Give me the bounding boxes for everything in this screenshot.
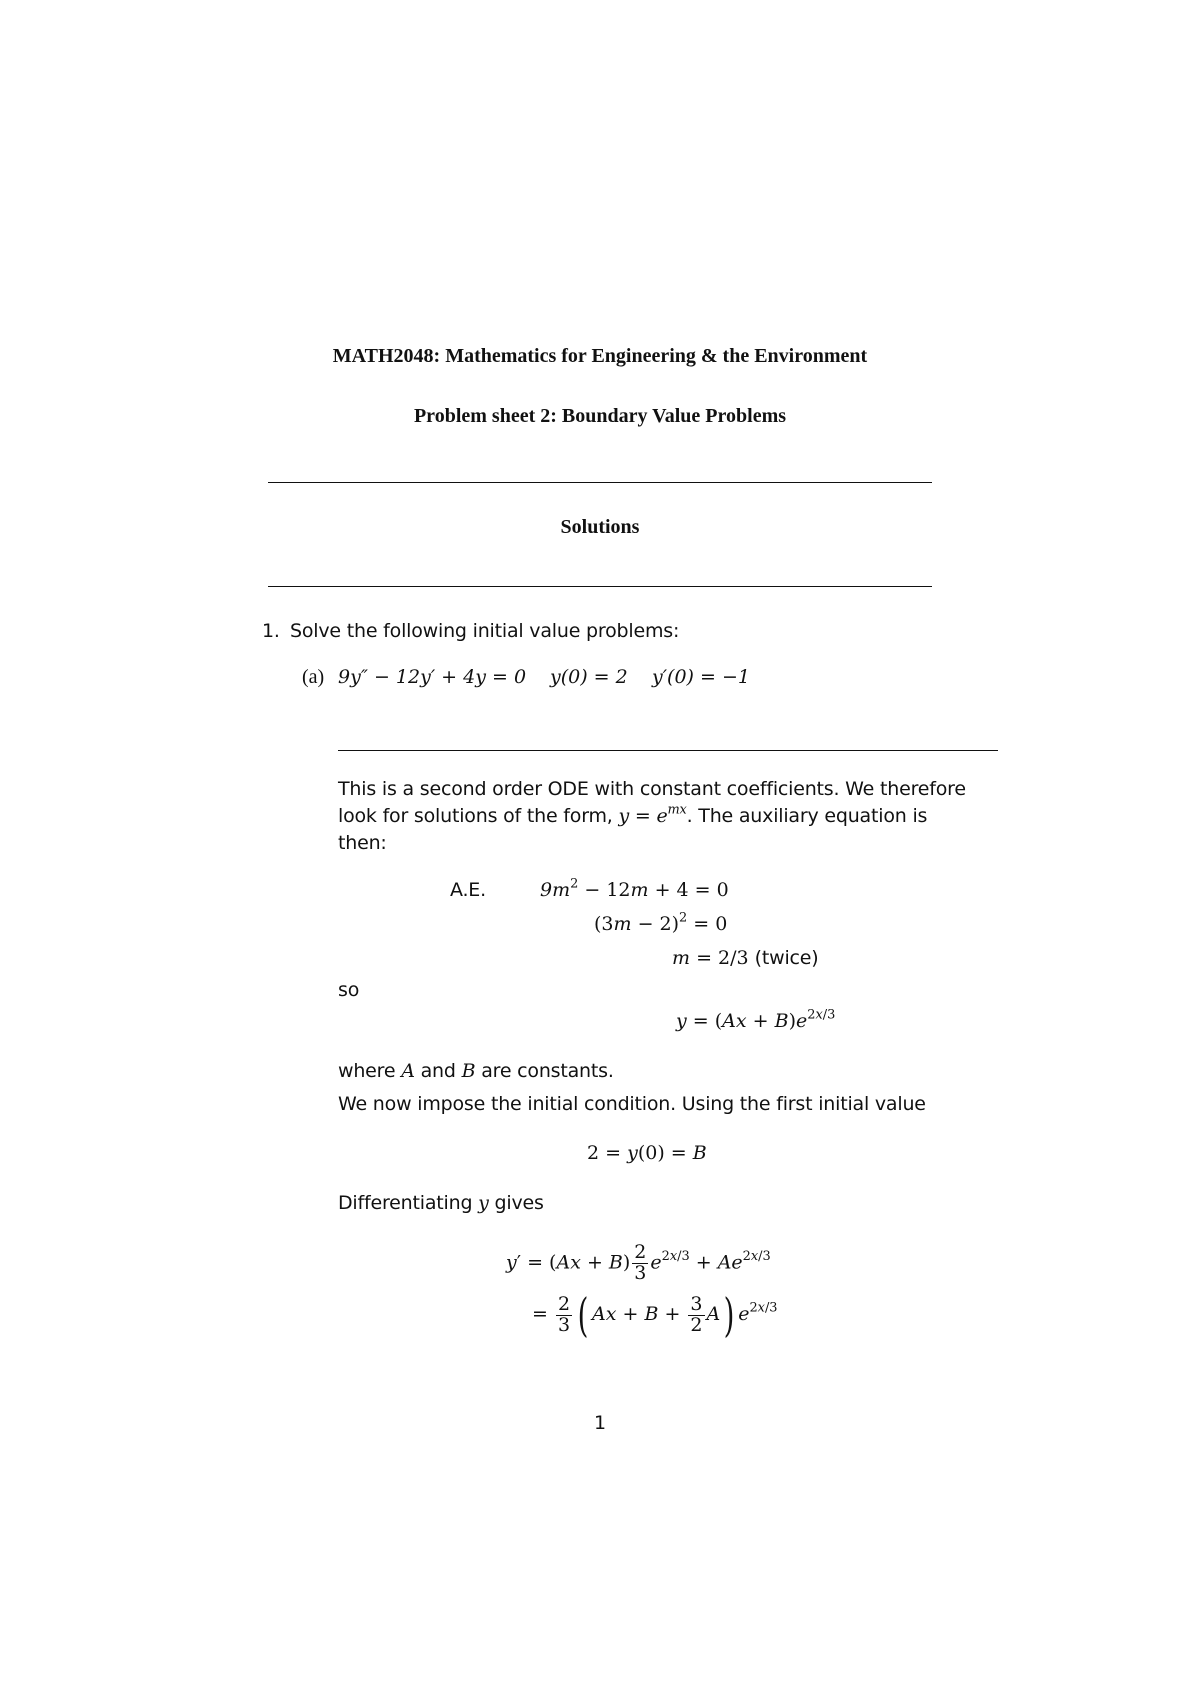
so-text: so (338, 979, 360, 1001)
solution-rule (338, 750, 998, 751)
differentiating-text: Differentiating y gives (338, 1192, 544, 1214)
solution-intro (338, 776, 998, 857)
derivative-line-1: y′ = (Ax + B) $\frac{2}{3}$ $e^{2x/3} + Ae^{2x/3}$ (506, 1241, 771, 1284)
question-number: 1. (262, 620, 280, 642)
course-title: MATH2048: Mathematics for Engineering & the Environment (332, 345, 868, 367)
top-rule (268, 482, 932, 483)
derivative-line-2: = $\frac{2}{3}$ ( Ax + B + $\frac{3}{2}$ A) $e^{2x/3}$ (532, 1288, 778, 1342)
trial-solution: $y = e^{mx}$ (618, 802, 687, 827)
part-a-label: (a) (302, 666, 325, 688)
intro-line-2: look for solutions of the form, $y = e^{mx}$. The auxiliary equation is (338, 802, 928, 827)
page-number: 1 (594, 1412, 606, 1434)
sheet-title: Problem sheet 2: Boundary Value Problems (413, 405, 787, 427)
constants-text: where A and B are constants. (338, 1060, 614, 1082)
intro-line-3: then: (338, 832, 387, 854)
impose-text: We now impose the initial condition. Using the first initial value (338, 1093, 926, 1115)
initial-value-equation: 2 = y(0) = B (587, 1142, 707, 1164)
part-a-condition-2: y′(0) = −1 (652, 666, 750, 688)
intro-line-1: This is a second order ODE with constant coefficients. We therefore (338, 778, 966, 800)
ae-label: A.E. (450, 879, 486, 901)
general-solution: $y = (Ax + B)e^{2x/3}$ (676, 1007, 836, 1032)
question-prompt: Solve the following initial value problems: (290, 620, 680, 642)
solutions-heading: Solutions (560, 516, 640, 538)
ae-line-1: $9m^2 - 12m + 4 = 0$ (540, 876, 729, 901)
part-a-equation: 9y″ − 12y′ + 4y = 0 (338, 666, 527, 688)
ae-line-2: $(3m - 2)^2 = 0$ (594, 910, 728, 935)
part-a-condition-1: y(0) = 2 (550, 666, 628, 688)
ae-line-3: m = 2/3 (twice) (672, 947, 819, 969)
bottom-rule (268, 586, 932, 587)
